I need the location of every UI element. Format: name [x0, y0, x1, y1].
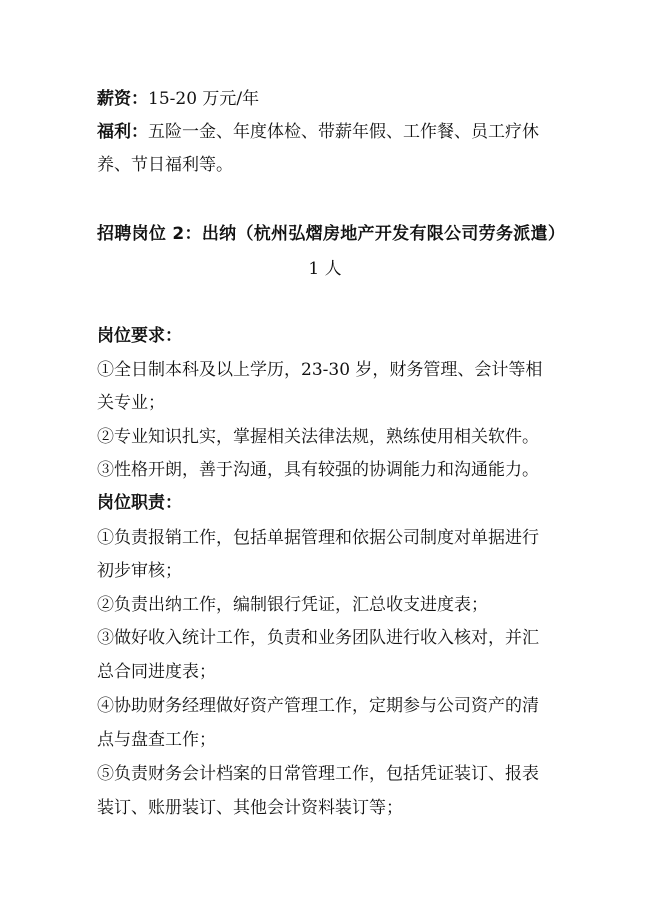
duty-3-line1: ③做好收入统计工作，负责和业务团队进行收入核对，并汇: [97, 628, 539, 648]
duty-1-line2: 初步审核；: [97, 561, 182, 581]
duty-5-line2: 装订、账册装订、其他会计资料装订等；: [97, 798, 403, 818]
salary-line: [97, 88, 259, 110]
requirement-1-line1: ①全日制本科及以上学历，23-30 岁，财务管理、会计等相: [97, 360, 543, 380]
benefits-label: 福利：: [97, 122, 148, 142]
benefits-continuation: 养、节日福利等。: [97, 155, 233, 175]
duty-1-line1: ①负责报销工作，包括单据管理和依据公司制度对单据进行: [97, 528, 539, 548]
requirement-2: ②专业知识扎实，掌握相关法律法规，熟练使用相关软件。: [97, 427, 539, 447]
requirements-heading: 岗位要求：: [97, 326, 182, 346]
benefits-value-1: 五险一金、年度体检、带薪年假、工作餐、员工疗休: [148, 122, 539, 142]
position-headcount: 1 人: [308, 259, 342, 279]
duty-3-line2: 总合同进度表；: [97, 662, 216, 682]
duty-2: ②负责出纳工作，编制银行凭证，汇总收支进度表；: [97, 595, 488, 615]
benefits-line: [97, 121, 539, 143]
duty-5-line1: ⑤负责财务会计档案的日常管理工作，包括凭证装订、报表: [97, 764, 539, 784]
requirement-3: ③性格开朗，善于沟通，具有较强的协调能力和沟通能力。: [97, 460, 539, 480]
salary-label: 薪资：: [97, 89, 148, 109]
salary-value: 15-20 万元/年: [148, 89, 260, 109]
duty-4-line2: 点与盘查工作；: [97, 730, 216, 750]
requirement-1-line2: 关专业；: [97, 393, 165, 413]
duties-heading: 岗位职责：: [97, 493, 182, 513]
position-title: 招聘岗位 2：出纳（杭州弘熠房地产开发有限公司劳务派遣）: [97, 224, 566, 244]
duty-4-line1: ④协助财务经理做好资产管理工作，定期参与公司资产的清: [97, 696, 539, 716]
